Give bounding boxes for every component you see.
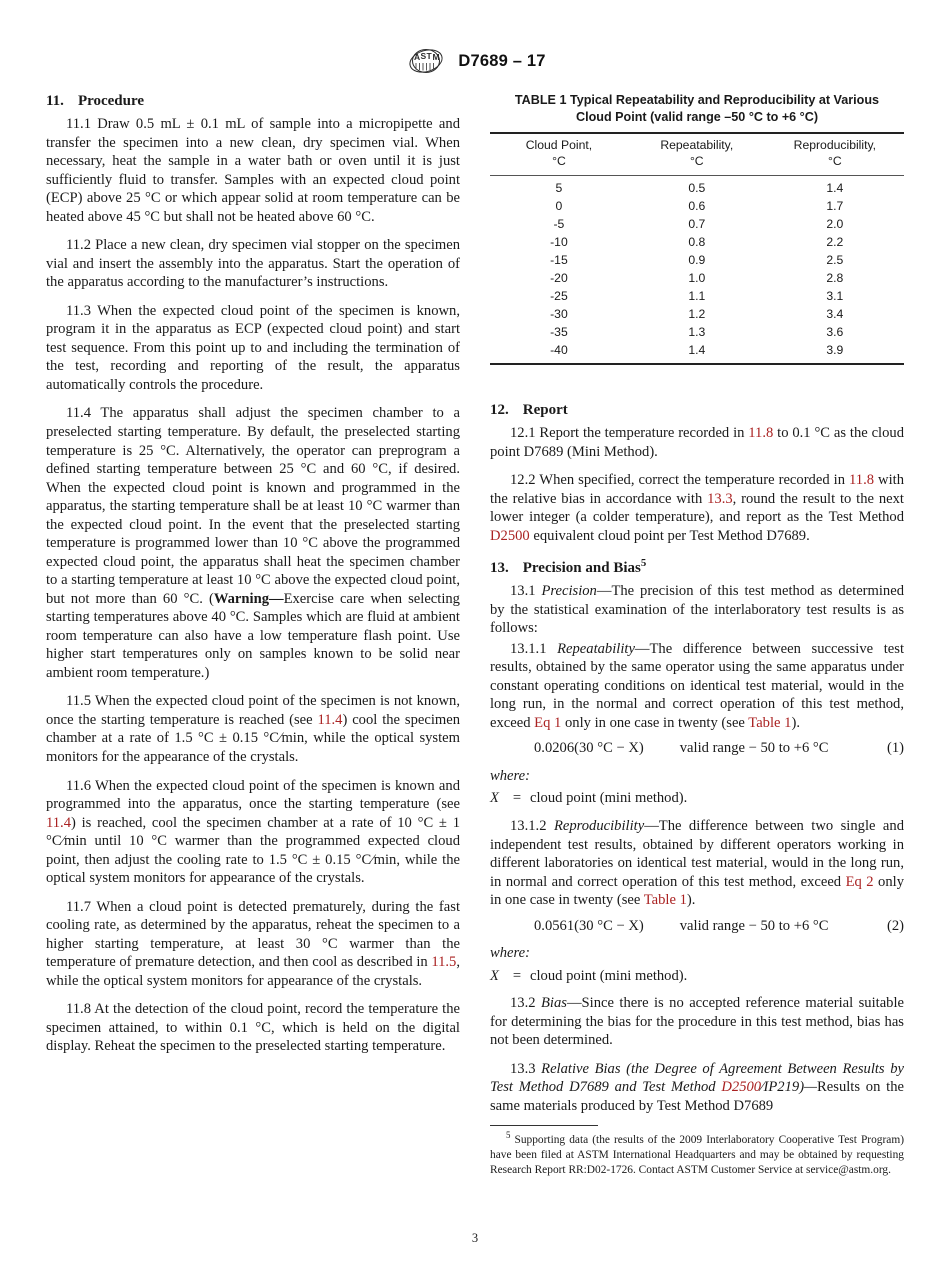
paragraph-13-3-text: Results on the same materials produced by Test Method D7689 [490, 1079, 904, 1114]
where-label-1: where: [490, 767, 530, 784]
column-header-repeatability-unit: °C [689, 154, 704, 169]
cross-reference-link-11-8[interactable]: 11.8 [849, 472, 875, 489]
paragraph-12-1-part2: to 0.1 °C as the cloud point D7689 (Mini Method). [490, 424, 904, 460]
section-11-title: Procedure [77, 93, 145, 109]
paragraph-11-8: 11.8 At the detection of the cloud point, record the temperature the specimen attained, to within 0.1 °C, which is held on the digital display. Reheat the specimen to the preselected starting temperature. [46, 1001, 460, 1055]
page-number: 3 [471, 1231, 479, 1245]
cell-repeatability: 0.8 [688, 234, 706, 249]
column-header-reproducibility-unit: °C [828, 154, 842, 169]
paragraph-12-1 [490, 424, 904, 461]
equation-1-expression: 0.0206(30 °C − X) [534, 740, 644, 757]
footnote-number: 5 [506, 1130, 511, 1141]
paragraph-11-5-part2: ) cool the specimen chamber at a rate of 1.5 °C ± 0.15 °C∕min, while the optical system monitors for the appearance of the crystals. [46, 711, 461, 765]
paragraph-13-1-2-number: 13.1.2 [510, 818, 554, 834]
cell-cloud-point: 5 [555, 180, 563, 195]
equation-2-valid-range: valid range − 50 to +6 °C [679, 917, 829, 934]
warning-label: Warning— [213, 590, 284, 607]
cell-repeatability: 0.9 [688, 252, 706, 267]
equation-2-row [490, 917, 904, 936]
section-heading-11 [46, 92, 460, 110]
table-row [490, 342, 904, 364]
paragraph-11-4 [46, 404, 460, 682]
paragraph-13-1-term: Precision [541, 583, 597, 600]
column-header-repeatability-line1: Repeatability, [660, 138, 734, 153]
cell-reproducibility: 2.8 [826, 270, 844, 285]
paragraph-13-1-2-part3: ). [686, 892, 696, 909]
paragraph-12-1-part1: 12.1 Report the temperature recorded in [510, 424, 749, 441]
paragraph-11-7 [46, 898, 460, 991]
paragraph-13-1-number: 13.1 [510, 583, 542, 600]
paragraph-13-1-1-number: 13.1.1 [510, 640, 558, 657]
cell-reproducibility: 2.5 [826, 252, 844, 267]
paragraph-11-1: 11.1 Draw 0.5 mL ± 0.1 mL of sample into a micropipette and transfer the specimen into a new clean, dry specimen vial. When necessary, heat the sample in a water bath or oven until it is just sufficiently fluid to transfer. Samples with an expected cloud point (ECP) above 25 °C or which appear solid at room temperature can be heated above 45 °C but shall not be heated above 60 °C. [46, 116, 460, 225]
section-12-number: 12. [490, 401, 509, 418]
column-header-cloud-point-unit: °C [552, 154, 566, 169]
table-row [490, 306, 904, 324]
paragraph-13-1-1-part3: ). [791, 714, 800, 731]
cell-reproducibility: 1.4 [826, 180, 844, 195]
paragraph-12-2-part1: 12.2 When specified, correct the temperature recorded in [510, 472, 850, 489]
definition-x-text: cloud point (mini method). [530, 967, 688, 984]
cell-reproducibility: 2.2 [826, 234, 844, 249]
paragraph-13-1-1-term: Repeatability [557, 640, 635, 657]
paragraph-11-6 [46, 777, 460, 888]
table-row [490, 175, 904, 197]
footnote-marker-5[interactable]: 5 [640, 557, 647, 570]
column-header-cloud-point-line1: Cloud Point, [525, 138, 593, 153]
table-row [490, 216, 904, 234]
paragraph-13-2-text: —Since there is no accepted reference material suitable for determining the bias for the procedure in this test method, bias has not been determined. [490, 995, 904, 1049]
paragraph-12-2-part3: , round the result to the next lower integer (a colder temperature), and report as the Test Method [490, 490, 904, 526]
equation-2-expression: 0.0561(30 °C − X) [534, 917, 644, 934]
cell-cloud-point: -35 [550, 325, 568, 340]
svg-text:S: S [420, 51, 427, 61]
paragraph-13-1-2 [490, 817, 904, 910]
definition-x-1 [490, 789, 904, 808]
cell-repeatability: 0.6 [688, 198, 706, 213]
paragraph-11-5 [46, 692, 460, 766]
paragraph-13-2-number: 13.2 [510, 995, 541, 1012]
paragraph-11-5-part1: 11.5 When the expected cloud point of the specimen is not known, once the starting temperature is reached (see [46, 693, 460, 728]
where-label-2: where: [490, 945, 530, 962]
symbol-x: X [490, 790, 499, 807]
left-column [46, 92, 460, 1066]
paragraph-11-4-text-after-warning: Exercise care when selecting starting temperatures above 40 °C. Samples which are fluid at ambient room temperature can also have a low temperature flash point. Use higher start temperatures only on samples known to be solid near ambient room temperature.) [46, 590, 460, 681]
cell-reproducibility: 3.4 [826, 307, 844, 322]
table-row [490, 270, 904, 288]
table-1-caption: TABLE 1 Typical Repeatability and Reproducibility at Various Cloud Point (valid range –50 °C to +6 °C) [514, 93, 880, 124]
paragraph-13-1-text: —The precision of this test method as determined by the statistical examination of the interlaboratory test results is as follows: [490, 583, 905, 637]
cross-reference-link-d2500[interactable]: D2500 [490, 527, 530, 544]
table-row [490, 288, 904, 306]
equation-1-valid-range: valid range − 50 to +6 °C [679, 740, 829, 757]
cross-reference-link-13-3[interactable]: 13.3 [707, 490, 733, 507]
cell-cloud-point: -10 [550, 234, 568, 249]
cell-repeatability: 1.3 [688, 325, 706, 340]
paragraph-13-1 [490, 582, 904, 638]
cross-reference-link-table-1[interactable]: Table 1 [643, 892, 687, 909]
paragraph-13-1-1-part1: —The difference between successive test results, obtained by the same operator using the same apparatus under constant operating conditions on identical test material, would in the long run, in the normal and correct operation of this test method, exceed [490, 640, 905, 731]
paragraph-11-4-text-before-warning: 11.4 The apparatus shall adjust the specimen chamber to a preselected starting temperature. By default, the preselected starting temperature is 25 °C. Alternatively, the operator can preprogram a defined starting temperature between 25 °C and 60 °C, if desired. When the expected cloud point is known and programmed in the apparatus, the starting temperature shall be at least 10 °C warmer than the expected cloud point. In the event that the preselected starting temperature is programmed lower than 10 °C above the programmed expected cloud point, the apparatus shall heat the specimen chamber to a starting temperature at least 10 °C above the expected cloud point, but not more than 60 °C. ( [46, 405, 460, 607]
paragraph-13-1-1 [490, 640, 904, 733]
table-header-row [490, 133, 904, 175]
paragraph-11-3: 11.3 When the expected cloud point of the specimen is known, program it in the apparatus as ECP (expected cloud point) and start test sequence. From this point up to and including the termination of the test, recording and reporting of the result, the apparatus automatically controls the procedure. [46, 302, 460, 393]
svg-text:M: M [432, 52, 440, 62]
paragraph-13-1-2-part1: —The difference between two single and independent test results, obtained by different operators working in different laboratories on identical test material, would in the long run, in normal and correct operation of this test method, exceed [490, 818, 904, 890]
paragraph-11-7-part2: , while the optical system monitors for appearance of the crystals. [46, 954, 461, 989]
table-row [490, 234, 904, 252]
column-header-cloud-point [490, 133, 628, 175]
paragraph-12-2 [490, 471, 904, 545]
definition-x-text: cloud point (mini method). [530, 790, 688, 807]
cell-repeatability: 0.5 [688, 180, 706, 195]
paragraph-13-1-1-part2: only in one case in twenty (see [561, 714, 749, 731]
paragraph-12-2-part2: with the relative bias in accordance with [490, 472, 904, 507]
cell-repeatability: 1.0 [688, 270, 706, 285]
cross-reference-link-d2500[interactable]: D2500 [721, 1079, 762, 1096]
cell-repeatability: 1.1 [688, 288, 706, 303]
cell-reproducibility: 2.0 [826, 216, 844, 231]
cross-reference-link-eq-2[interactable]: Eq 2 [845, 873, 874, 890]
svg-text:A: A [414, 52, 421, 62]
paragraph-13-3-term-part2: ∕IP219)— [761, 1079, 818, 1096]
equals-sign: = [512, 967, 522, 984]
cell-cloud-point: -5 [553, 216, 565, 231]
paragraph-13-3 [490, 1060, 904, 1116]
paragraph-12-2-part4: equivalent cloud point per Test Method D7689. [529, 527, 810, 544]
cell-reproducibility: 3.1 [826, 288, 844, 303]
section-heading-13 [490, 559, 904, 577]
paragraph-13-1-2-part2: only in one case in twenty (see [490, 873, 904, 909]
cross-reference-link-11-4[interactable]: 11.4 [46, 814, 71, 831]
section-12-title: Report [522, 401, 568, 418]
paragraph-11-6-part1: 11.6 When the expected cloud point of the specimen is known and programmed into the apparatus, once the starting temperature (see [46, 777, 460, 813]
cell-cloud-point: -25 [550, 288, 568, 303]
section-13-number: 13. [490, 560, 509, 577]
section-heading-12 [490, 401, 904, 419]
cell-cloud-point: -30 [550, 307, 568, 322]
cell-repeatability: 1.4 [628, 342, 766, 364]
page-header [0, 48, 950, 82]
table-row [490, 198, 904, 216]
cross-reference-link-11-5[interactable]: 11.5 [431, 954, 457, 971]
equation-2-number: (2) [886, 917, 904, 934]
cross-reference-link-eq-1[interactable]: Eq 1 [534, 714, 562, 731]
cell-reproducibility: 3.9 [766, 342, 904, 364]
table-row [490, 324, 904, 342]
footnote-separator [490, 1125, 598, 1126]
equals-sign: = [512, 790, 522, 807]
cross-reference-link-table-1[interactable]: Table 1 [748, 714, 792, 731]
table-row [490, 252, 904, 270]
column-header-repeatability [628, 133, 766, 175]
cross-reference-link-11-8[interactable]: 11.8 [748, 424, 774, 441]
paragraph-13-2 [490, 994, 904, 1050]
equation-1-number: (1) [886, 740, 904, 757]
cell-cloud-point: -20 [550, 270, 568, 285]
cell-cloud-point: 0 [555, 198, 563, 213]
cell-cloud-point: -15 [550, 252, 568, 267]
cell-reproducibility: 3.6 [826, 325, 844, 340]
paragraph-13-3-number: 13.3 [510, 1060, 542, 1077]
paragraph-13-2-term: Bias [540, 995, 567, 1012]
right-column [490, 92, 904, 1178]
table-1-container [490, 92, 904, 365]
paragraph-11-6-part2: ) is reached, cool the specimen chamber at a rate of 10 °C ± 1 °C∕min until 10 °C warmer than the programmed expected cloud point, then adjust the cooling rate to 1.5 °C ± 0.15 °C∕min, while the optical system monitors for appearance of the crystals. [46, 814, 460, 887]
cell-repeatability: 1.2 [688, 307, 706, 322]
footnote-5 [490, 1130, 904, 1177]
column-header-reproducibility [766, 133, 904, 175]
cell-repeatability: 0.7 [688, 216, 706, 231]
column-header-reproducibility-line1: Reproducibility, [793, 138, 877, 153]
cell-reproducibility: 1.7 [826, 198, 844, 213]
paragraph-13-3-term-part1: Relative Bias (the Degree of Agreement Between Results by Test Method D7689 and Test Method [490, 1060, 904, 1096]
cross-reference-link-11-4[interactable]: 11.4 [317, 711, 343, 728]
equation-1-row [490, 739, 904, 758]
symbol-x: X [490, 967, 499, 984]
table-1 [490, 132, 904, 365]
svg-text:T: T [426, 51, 433, 61]
paragraph-13-1-2-term: Reproducibility [553, 818, 645, 834]
section-11-number: 11. [46, 93, 64, 109]
paragraph-11-7-part1: 11.7 When a cloud point is detected prematurely, during the fast cooling rate, as determined by the apparatus, reheat the specimen to a higher starting temperature, at least 30 °C warmer than the temperature of premature detection, and then cool as described in [46, 898, 460, 971]
cell-cloud-point: -40 [490, 342, 628, 364]
section-13-title: Precision and Bias [522, 560, 641, 577]
footnote-text: Supporting data (the results of the 2009 Interlaboratory Cooperative Test Program) have been filed at ASTM International Headquarters and may be obtained by requesting Research Report RR:D02-1726. Contact ASTM Customer Service at service@astm.org. [490, 1134, 904, 1177]
definition-x-2 [490, 967, 904, 986]
document-identifier: D7689 – 17 [458, 51, 546, 70]
astm-logo [404, 48, 448, 74]
paragraph-11-2: 11.2 Place a new clean, dry specimen vial stopper on the specimen vial and insert the assembly into the apparatus. Start the operation of the apparatus according to the manufacturer’s instructions. [46, 237, 460, 291]
